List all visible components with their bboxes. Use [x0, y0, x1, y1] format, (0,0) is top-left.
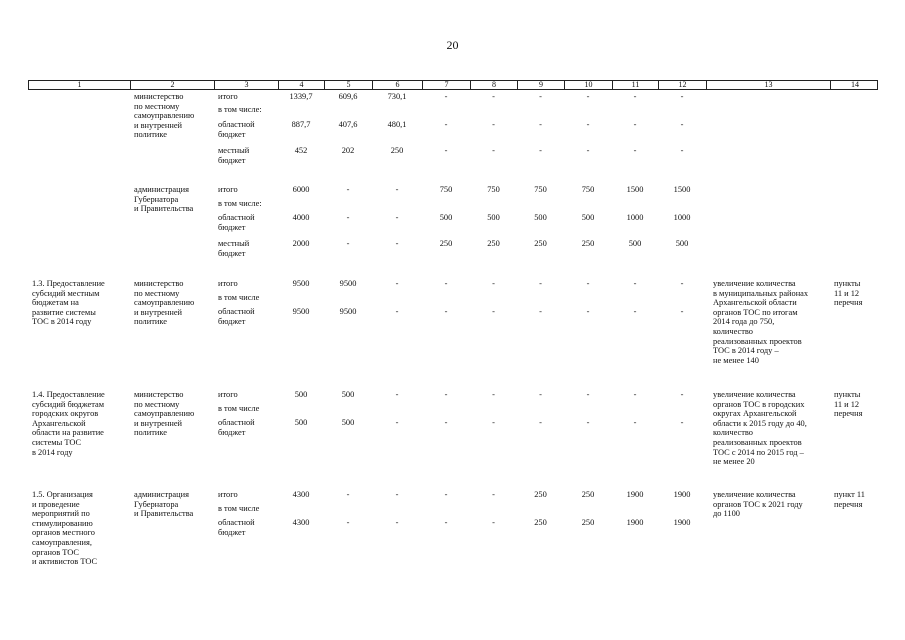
- value-itogo: 6000: [292, 185, 310, 194]
- value-dash: -: [539, 146, 542, 155]
- expected-result: увеличение количества: [713, 390, 796, 399]
- value-local: 2000: [292, 239, 310, 248]
- value-local: 250: [487, 239, 500, 248]
- expected-result: 2014 года до 750,: [713, 317, 775, 327]
- value-itogo: -: [633, 390, 637, 399]
- executor-text: по местному: [134, 399, 180, 409]
- executor-text: и Правительства: [134, 204, 194, 214]
- value-itogo: 1900: [673, 490, 691, 499]
- value-regional: -: [680, 418, 684, 427]
- source-regional: бюджет: [218, 129, 246, 139]
- value-dash: -: [492, 120, 495, 129]
- value-local: 202: [341, 146, 355, 155]
- value-regional: 1000: [626, 213, 644, 222]
- value-regional: -: [492, 307, 495, 316]
- value-regional: -: [492, 418, 495, 427]
- expected-result: округах Архангельской: [713, 409, 797, 419]
- value-regional: -: [395, 307, 399, 316]
- value-dash: -: [680, 92, 684, 101]
- header-col-11: 11: [613, 81, 659, 89]
- source-including: в том числе: [218, 404, 260, 413]
- value-itogo: -: [395, 490, 399, 499]
- value-dash: -: [539, 120, 542, 129]
- source-regional: областной: [218, 213, 255, 222]
- value-regional: 500: [487, 213, 500, 222]
- value-regional: -: [395, 418, 399, 427]
- value-dash: -: [539, 92, 542, 101]
- note-text: 11 и 12: [834, 399, 860, 409]
- value-regional: 4000: [292, 213, 310, 222]
- value-itogo: -: [492, 390, 495, 399]
- value-itogo: 750: [487, 185, 500, 194]
- executor-text: администрация: [134, 490, 189, 499]
- header-col-9: 9: [518, 81, 565, 89]
- header-col-5: 5: [325, 81, 373, 89]
- value-regional: 4300: [292, 518, 310, 527]
- note-text: перечня: [834, 298, 863, 308]
- value-itogo: 250: [534, 490, 547, 499]
- source-regional: бюджет: [218, 427, 246, 437]
- header-col-6: 6: [373, 81, 423, 89]
- page-number: 20: [446, 38, 459, 52]
- value-regional: 500: [439, 213, 453, 222]
- value-regional: -: [586, 418, 590, 427]
- value-itogo: 250: [581, 490, 595, 499]
- value-itogo: 9500: [292, 279, 310, 288]
- value-regional: 1000: [673, 213, 691, 222]
- value-regional: -: [395, 213, 399, 222]
- source-including: в том числе: [218, 504, 260, 513]
- executor-text: и Правительства: [134, 509, 194, 519]
- header-col-4: 4: [279, 81, 325, 89]
- source-itogo: итого: [218, 279, 238, 288]
- header-col-8: 8: [471, 81, 518, 89]
- value-dash: -: [444, 146, 448, 155]
- value-itogo: -: [680, 390, 684, 399]
- note-text: перечня: [834, 499, 863, 509]
- measure-name: ТОС в 2014 году: [32, 317, 92, 327]
- measure-name: органов ТОС: [32, 547, 79, 557]
- source-regional: областной: [218, 120, 255, 129]
- measure-name: субсидий местным: [32, 288, 100, 298]
- value-dash: -: [492, 146, 495, 155]
- measure-name: 1.3. Предоставление: [32, 279, 105, 288]
- executor-text: министерство: [134, 390, 184, 399]
- value-dash: -: [633, 146, 637, 155]
- note-text: перечня: [834, 409, 863, 419]
- expected-result: увеличение количества: [713, 490, 796, 499]
- value-regional: 480,1: [387, 120, 407, 129]
- source-local: бюджет: [218, 155, 246, 165]
- source-local: бюджет: [218, 248, 246, 258]
- value-itogo: -: [444, 279, 448, 288]
- value-local: 250: [534, 239, 547, 248]
- measure-name: самоуправления,: [32, 538, 92, 547]
- expected-result: органов ТОС к 2021 году: [713, 499, 803, 509]
- value-itogo: -: [633, 279, 637, 288]
- value-itogo: -: [395, 390, 399, 399]
- value-itogo: 9500: [339, 279, 357, 288]
- value-itogo: -: [395, 279, 399, 288]
- expected-result: органов ТОС по итогам: [713, 307, 798, 317]
- source-including: в том числе:: [218, 199, 262, 208]
- value-local: -: [346, 239, 350, 248]
- measure-name: 1.5. Организация: [32, 490, 93, 499]
- value-regional: -: [346, 213, 350, 222]
- measure-name: и проведение: [32, 499, 80, 509]
- source-itogo: итого: [218, 185, 238, 194]
- value-dash: -: [633, 92, 637, 101]
- value-dash: -: [586, 120, 590, 129]
- source-itogo: итого: [218, 490, 238, 499]
- source-regional: бюджет: [218, 527, 246, 537]
- value-itogo: -: [539, 279, 542, 288]
- note-text: 11 и 12: [834, 288, 860, 298]
- measure-name: 1.4. Предоставление: [32, 390, 105, 399]
- executor-text: самоуправлению: [134, 298, 195, 308]
- value-regional: 500: [581, 213, 595, 222]
- executor-text: и внутренней: [134, 307, 183, 317]
- value-itogo: 750: [581, 185, 595, 194]
- measure-name: развитие системы: [32, 307, 96, 317]
- value-itogo: -: [492, 279, 495, 288]
- value-itogo: 1339,7: [289, 92, 313, 101]
- expected-result: увеличение количества: [713, 279, 796, 288]
- source-including: в том числе:: [218, 105, 262, 114]
- executor-text: самоуправлению: [134, 409, 195, 419]
- value-regional: -: [444, 418, 448, 427]
- value-itogo: -: [492, 490, 495, 499]
- measure-name: органов местного: [32, 528, 95, 538]
- source-including: в том числе: [218, 293, 260, 302]
- value-local: 250: [581, 239, 595, 248]
- source-itogo: итого: [218, 390, 238, 399]
- value-local: 250: [390, 146, 404, 155]
- value-local: 250: [439, 239, 453, 248]
- value-regional: 500: [341, 418, 355, 427]
- executor-text: политике: [134, 317, 167, 327]
- note-text: пункты: [834, 279, 861, 288]
- expected-result: до 1100: [713, 509, 740, 519]
- value-itogo: 750: [534, 185, 547, 194]
- value-regional: 407,6: [338, 120, 358, 129]
- value-itogo: 750: [439, 185, 453, 194]
- value-regional: 9500: [292, 307, 310, 316]
- source-regional: бюджет: [218, 316, 246, 326]
- value-itogo: -: [586, 390, 590, 399]
- header-col-12: 12: [659, 81, 707, 89]
- measure-name: Архангельской: [32, 418, 86, 428]
- expected-result: реализованных проектов: [713, 336, 802, 346]
- source-regional: областной: [218, 307, 255, 316]
- value-regional: 9500: [339, 307, 357, 316]
- expected-result: в муниципальных районах: [713, 288, 809, 298]
- source-regional: бюджет: [218, 222, 246, 232]
- measure-name: системы ТОС: [32, 438, 82, 447]
- expected-result: реализованных проектов: [713, 438, 802, 447]
- value-regional: -: [680, 307, 684, 316]
- measure-name: мероприятий по: [32, 509, 90, 519]
- value-regional: -: [633, 307, 637, 316]
- executor-text: Губернатора: [134, 499, 179, 509]
- value-itogo: 1500: [673, 185, 691, 194]
- expected-result: Архангельской области: [713, 298, 797, 308]
- header-col-7: 7: [423, 81, 471, 89]
- expected-result: области к 2015 году до 40,: [713, 418, 807, 428]
- expected-result: количество: [713, 428, 753, 438]
- value-dash: -: [680, 120, 684, 129]
- executor-text: самоуправлению: [134, 111, 195, 121]
- value-itogo: -: [346, 490, 350, 499]
- value-local: -: [395, 239, 399, 248]
- note-text: пункт 11: [834, 490, 865, 499]
- measure-name: субсидий бюджетам: [32, 399, 104, 409]
- value-itogo: -: [346, 185, 350, 194]
- header-col-10: 10: [565, 81, 613, 89]
- value-regional: 1900: [626, 518, 644, 527]
- value-regional: 500: [294, 418, 308, 427]
- value-regional: -: [395, 518, 399, 527]
- value-local: 500: [628, 239, 642, 248]
- value-regional: 1900: [673, 518, 691, 527]
- value-itogo: -: [680, 279, 684, 288]
- measure-name: области на развитие: [32, 428, 104, 438]
- value-regional: -: [346, 518, 350, 527]
- value-local: 452: [294, 146, 308, 155]
- value-regional: -: [633, 418, 637, 427]
- note-text: пункты: [834, 390, 861, 399]
- measure-name: городских округов: [32, 409, 99, 419]
- value-regional: -: [539, 418, 542, 427]
- value-regional: -: [444, 518, 448, 527]
- value-regional: 250: [581, 518, 595, 527]
- value-itogo: 730,1: [387, 92, 407, 101]
- header-col-3: 3: [215, 81, 279, 89]
- executor-text: политике: [134, 428, 167, 438]
- value-itogo: 4300: [292, 490, 310, 499]
- executor-text: и внутренней: [134, 418, 183, 428]
- value-dash: -: [586, 92, 590, 101]
- executor-text: политике: [134, 130, 167, 140]
- value-itogo: 1900: [626, 490, 644, 499]
- measure-name: стимулированию: [32, 518, 93, 528]
- value-regional: -: [492, 518, 495, 527]
- expected-result: количество: [713, 327, 753, 336]
- value-itogo: -: [444, 390, 448, 399]
- header-col-2: 2: [131, 81, 215, 89]
- executor-text: Губернатора: [134, 194, 179, 204]
- expected-result: органов ТОС в городских: [713, 399, 805, 409]
- value-itogo: -: [395, 185, 399, 194]
- value-itogo: -: [444, 490, 448, 499]
- value-itogo: 1500: [626, 185, 644, 194]
- measure-name: и активистов ТОС: [32, 557, 98, 567]
- value-regional: -: [586, 307, 590, 316]
- value-dash: -: [586, 146, 590, 155]
- executor-text: министерство: [134, 279, 184, 288]
- header-col-1: 1: [29, 81, 131, 89]
- column-number-header: [28, 80, 878, 90]
- measure-name: бюджетам на: [32, 298, 79, 308]
- value-itogo: -: [539, 390, 542, 399]
- value-itogo: 609,6: [338, 92, 358, 101]
- executor-text: и внутренней: [134, 120, 183, 130]
- expected-result: ТОС с 2014 по 2015 год –: [713, 447, 804, 457]
- value-regional: -: [444, 307, 448, 316]
- value-dash: -: [633, 120, 637, 129]
- source-local: местный: [218, 146, 250, 155]
- value-itogo: 500: [341, 390, 355, 399]
- header-col-13: 13: [707, 81, 831, 89]
- expected-result: не менее 20: [713, 457, 755, 467]
- executor-text: администрация: [134, 185, 189, 194]
- source-local: местный: [218, 239, 250, 248]
- value-regional: 500: [534, 213, 547, 222]
- value-dash: -: [492, 92, 495, 101]
- header-col-14: 14: [851, 80, 859, 89]
- value-itogo: 500: [294, 390, 308, 399]
- value-itogo: -: [586, 279, 590, 288]
- value-dash: -: [444, 120, 448, 129]
- expected-result: ТОС в 2014 году –: [713, 346, 779, 356]
- executor-text: по местному: [134, 288, 180, 298]
- expected-result: не менее 140: [713, 355, 759, 365]
- executor-text: по местному: [134, 101, 180, 111]
- source-regional: областной: [218, 418, 255, 427]
- value-regional: 250: [534, 518, 547, 527]
- value-local: 500: [675, 239, 689, 248]
- value-dash: -: [680, 146, 684, 155]
- source-regional: областной: [218, 518, 255, 527]
- value-regional: 887,7: [291, 120, 311, 129]
- value-dash: -: [444, 92, 448, 101]
- measure-name: в 2014 году: [32, 447, 73, 457]
- value-regional: -: [539, 307, 542, 316]
- executor-text: министерство: [134, 92, 184, 101]
- source-itogo: итого: [218, 92, 238, 101]
